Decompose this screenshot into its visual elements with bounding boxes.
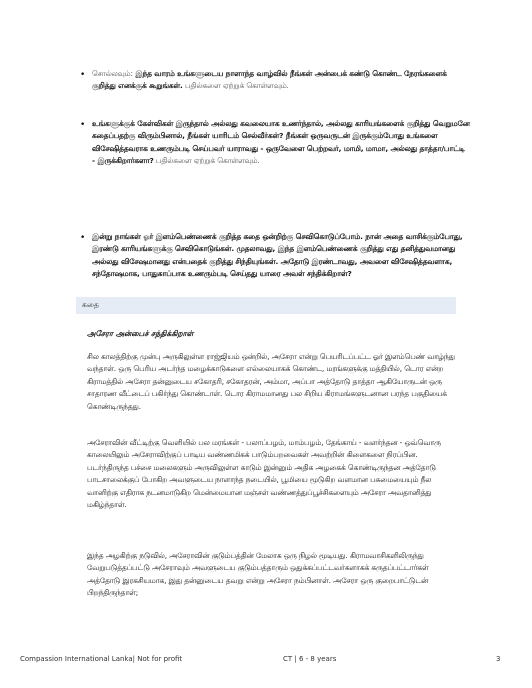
bullet-text <box>92 68 470 93</box>
section-heading-bar <box>76 297 456 314</box>
story-paragraph-1: சில காலத்திற்கு முன்பு அருகிலுள்ள ராஜ்ஜியம் ஒன்றில், அசேரா என்று பெயரிடப்பட்ட ஓர் இளம்பெண் வாழ்ந்து வந்தாள். ஒரு பெரிய அடர்ந்த மழைக்காடுகளை எல்லையாகக் கொண்ட, மரங்களுக்கு மத்தியில், டொர என்ற கிராமத்தில் அசேரா தன்னுடைய சகோதரி, சகோதரன், அம்மா, அப்பா அத்தோடு தாத்தா ஆகியோருடன் ஒரு சாதாரண வீட்டைப் பகிர்ந்து கொண்டாள். டொர கிராமமானது பல சிறிய கிராமங்களுடனான பரந்த பகுதியைக் கொண்டிருந்தது. <box>87 352 455 411</box>
footer-audience: CT | 6 - 8 years <box>283 655 337 663</box>
prompt-label: சொல்லவும்: <box>92 69 133 78</box>
hint-text: பதில்களை ஏற்றுக் கொள்ளவும். <box>155 156 260 166</box>
prompt-text: இன்று நாங்கள் ஓர் இளம்பெண்ணைக் குறித்த கதை ஒன்றிற்கு செவிகொடுப்போம். நான் அதை வாசிக்கும்போது, இரண்டு காரியங்களுக்கு செவிகொடுங்கள். முதலாவது, இந்த இளம்பெண்ணைக் குறித்து எது தனித்துவமானது அல்லது விசேஷமானது என்பதைக் குறித்து சிந்தியுங்கள். அதோடு இரண்டாவது, அவளை விசேஷித்தவளாக, சந்தோஷமாக, பாதுகாப்பாக உணரும்படி செய்தது யாரை அவள் சந்திக்கிறாள்? <box>92 232 463 279</box>
hint-text: பதில்களை ஏற்றுக் கொள்ளவும். <box>184 81 289 91</box>
prompt-text: உங்களுக்குக் கேள்விகள் இருந்தால் அல்லது கவலையாக உணர்ந்தால், அல்லது காரியங்களைக் குறித்து வெறுமனே கதைப்பதற்கு விரும்பினால், நீங்கள் யாரிடம் செல்வீர்கள்? நீங்கள் ஒருவருடன் இருக்கும்போது உங்களை விசேஷித்தவராக உணரும்படி செய்பவர் யாராவது - ஒருவேளை பெற்றவர், மாமி, மாமா, அல்லது தாத்தா/பாட்டி - இருக்கிறார்களா? <box>92 119 470 166</box>
bullet-item-3 <box>80 231 470 281</box>
story-paragraph-3: இந்த அழகிற்கு நடுவில், அசேராவின் குடும்பத்தின் மேலாக ஒரு நிழல் மூடியது. கிராமவாசிகளிலிருந்து வேறுபடுத்தப்பட்டு அசேராவும் அவளுடைய குடும்பத்தாரும் ஒதுக்கப்பட்டவர்களாகக் கருதப்பட்டார்கள் அத்தோடு இரகசியமாக, இது தன்னுடைய தவறு என்று அசேரா நம்பினாள். அசேரா ஒரு குறைபாட்டுடன் பிறந்திருந்தாள்; <box>87 551 429 598</box>
footer-organization: Compassion International Lanka| Not for profit <box>20 655 183 663</box>
bullet-text <box>92 118 470 168</box>
bullet-item-1 <box>80 68 470 93</box>
prompt-text: இந்த வாரம் உங்களுடைய நாளாந்த வாழ்வில் நீங்கள் அன்பைக் கண்டு கொண்ட நேரங்களைக் குறித்து எனக்குக் கூறுங்கள். <box>92 69 447 91</box>
footer-page-number: 3 <box>496 655 501 663</box>
section-heading: கதை <box>82 300 99 309</box>
story-title: அசேரா அன்பைச் சந்திக்கிறாள் <box>87 329 194 338</box>
bullet-item-2 <box>80 118 470 168</box>
story-paragraph-2: அசேராவின் வீட்டிற்கு வெளியில் பல மரங்கள் - பலாப்பழம், மாம்பழம், தேங்காய் - வளர்ந்தன - ஒவ்வொரு காலையிலும் அசேராவிற்குப் பாடிய வண்ணமிகக் பாடும்பறவைகள் அவற்றின் கிளைகளை நிரப்பின. படர்ந்திருந்த பச்சை மலைகளும் அருவிலுள்ள காடும் இன்னும் அதிக அழகைக் கொண்டிருந்தன அத்தோடு பாடசாலைக்குப் போகிற அவளுடைய நாளாந்த நடையில், பூமியை மூடுகிற வளமான பசுமையையும் நீல வானிற்கு எதிராக நடனமாடுகிற மென்மையான மஞ்சள் வண்ணத்துப்பூச்சிகளையும் அசேரா அவதானித்து மகிழ்ந்தாள். <box>87 438 441 510</box>
bullet-text <box>92 231 470 281</box>
bullet-icon: • <box>80 233 86 243</box>
bullet-icon: • <box>80 120 86 130</box>
bullet-icon: • <box>80 70 86 80</box>
